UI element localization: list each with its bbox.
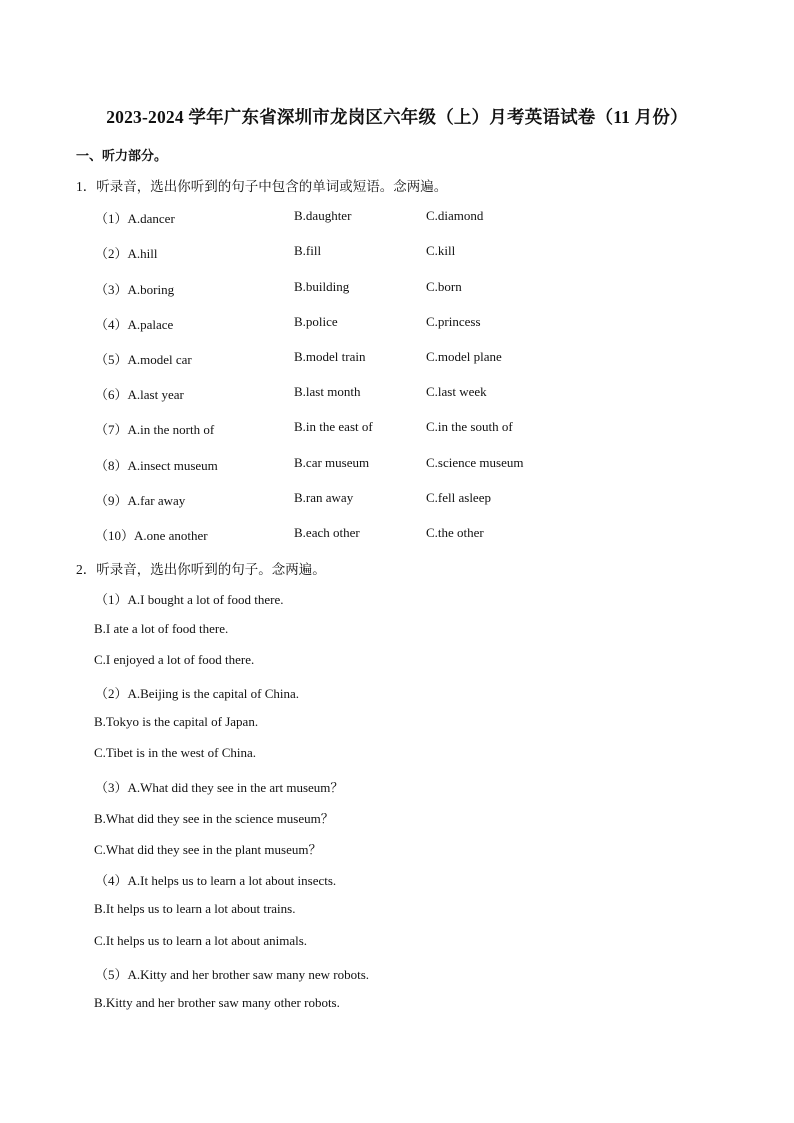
question-1-item-2 — [0, 243, 794, 263]
option-c: C.princess — [426, 314, 481, 329]
question-2-item-4-option-b: B.It helps us to learn a lot about trains. — [94, 901, 296, 916]
option-a: （5）A.model car — [95, 352, 192, 367]
question-2-item-4-option-a: （4）A.It helps us to learn a lot about insects. — [95, 873, 337, 888]
option-a: （10）A.one another — [95, 528, 208, 543]
question-1-item-8 — [0, 455, 794, 475]
option-c: C.fell asleep — [426, 490, 491, 505]
question-2-item-1-option-b: B.I ate a lot of food there. — [94, 621, 229, 636]
option-a: （3）A.boring — [95, 282, 175, 297]
question-2-item-3-option-b: B.What did they see in the science museum？ — [94, 811, 334, 826]
question-2-item-2-option-a: （2）A.Beijing is the capital of China. — [95, 686, 299, 701]
question-1-item-6 — [0, 384, 794, 404]
question-1-item-5 — [0, 349, 794, 369]
option-b: B.car museum — [294, 455, 370, 470]
question-2-item-3-option-a: （3）A.What did they see in the art museum？ — [95, 780, 344, 795]
option-a: （4）A.palace — [95, 317, 174, 332]
option-b: B.model train — [294, 349, 366, 364]
option-b: B.each other — [294, 525, 360, 540]
question-1-item-7 — [0, 419, 794, 439]
question-2-item-2-option-b: B.Tokyo is the capital of Japan. — [94, 714, 259, 729]
option-c: C.in the south of — [426, 419, 513, 434]
option-c: C.the other — [426, 525, 484, 540]
question-2-item-5-option-b: B.Kitty and her brother saw many other robots. — [94, 995, 340, 1010]
page-title: 2023-2024 学年广东省深圳市龙岗区六年级（上）月考英语试卷（11 月份） — [106, 107, 688, 127]
section-heading-listening: 一、听力部分。 — [76, 148, 168, 163]
question-1-item-10 — [0, 525, 794, 545]
option-a: （7）A.in the north of — [95, 422, 215, 437]
option-b: B.in the east of — [294, 419, 373, 434]
option-a: （6）A.last year — [95, 387, 184, 402]
option-b: B.building — [294, 279, 350, 294]
option-a: （2）A.hill — [95, 246, 158, 261]
question-2-item-4-option-c: C.It helps us to learn a lot about animals. — [94, 933, 308, 948]
question-2-item-1-option-a: （1）A.I bought a lot of food there. — [95, 592, 284, 607]
question-1-item-1 — [0, 208, 794, 228]
question-1-item-9 — [0, 490, 794, 510]
question-2-item-5-option-a: （5）A.Kitty and her brother saw many new robots. — [95, 967, 370, 982]
option-c: C.last week — [426, 384, 487, 399]
question-2-item-3-option-c: C.What did they see in the plant museum？ — [94, 842, 322, 857]
option-c: C.diamond — [426, 208, 484, 223]
option-b: B.ran away — [294, 490, 354, 505]
option-a: （1）A.dancer — [95, 211, 175, 226]
option-c: C.model plane — [426, 349, 502, 364]
option-b: B.daughter — [294, 208, 352, 223]
option-c: C.born — [426, 279, 462, 294]
option-a: （9）A.far away — [95, 493, 186, 508]
question-1-item-4 — [0, 314, 794, 334]
question-1-item-3 — [0, 279, 794, 299]
question-2-item-2-option-c: C.Tibet is in the west of China. — [94, 745, 257, 760]
option-c: C.science museum — [426, 455, 524, 470]
option-a: （8）A.insect museum — [95, 458, 218, 473]
option-b: B.fill — [294, 243, 322, 258]
question-2-heading: 2．听录音，选出你听到的句子。念两遍。 — [76, 562, 326, 577]
question-1-heading: 1．听录音，选出你听到的句子中包含的单词或短语。念两遍。 — [76, 179, 448, 194]
option-b: B.last month — [294, 384, 361, 399]
question-2-item-1-option-c: C.I enjoyed a lot of food there. — [94, 652, 255, 667]
option-b: B.police — [294, 314, 338, 329]
option-c: C.kill — [426, 243, 456, 258]
